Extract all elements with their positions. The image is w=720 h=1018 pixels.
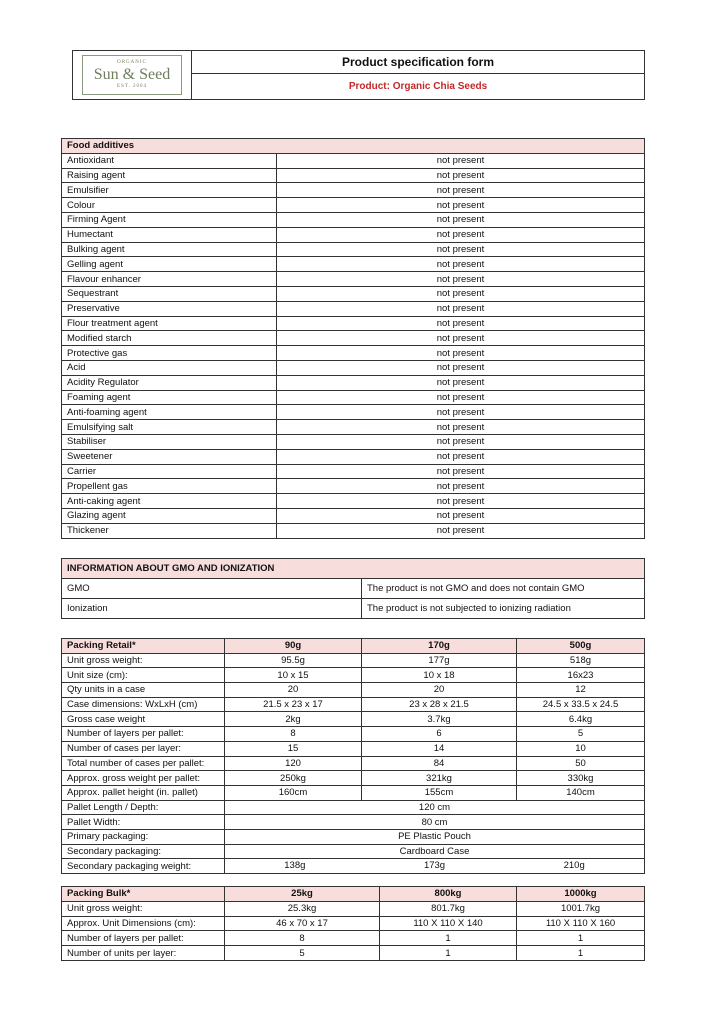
additive-row [62,301,645,316]
retail-value: 95.5g [225,653,362,668]
retail-label: Secondary packaging weight: [62,859,225,874]
bulk-label: Number of layers per pallet: [62,931,225,946]
additive-name: Flavour enhancer [62,272,277,287]
bulk-row [62,916,645,931]
retail-value: 2kg [225,712,362,727]
retail-merged-row [62,800,645,815]
gmo-row [62,579,645,599]
additive-value: not present [277,508,645,523]
retail-row [62,785,645,800]
retail-row [62,756,645,771]
additive-name: Bulking agent [62,242,277,257]
additive-row [62,286,645,301]
additive-value: not present [277,479,645,494]
additive-name: Anti-caking agent [62,494,277,509]
additive-row [62,523,645,538]
split-values-cell [225,859,645,874]
bulk-label: Unit gross weight: [62,901,225,916]
retail-value: 16x23 [517,668,645,683]
retail-label: Approx. gross weight per pallet: [62,771,225,786]
retail-value: 10 x 18 [362,668,517,683]
retail-label: Unit gross weight: [62,653,225,668]
additive-name: Stabiliser [62,434,277,449]
retail-label: Approx. pallet height (in. pallet) [62,785,225,800]
retail-value: 140cm [517,785,645,800]
retail-column-header: 500g [517,639,645,654]
packing-retail-table [61,638,645,874]
bulk-value: 1 [517,931,645,946]
additive-value: not present [277,198,645,213]
retail-value: 6 [362,727,517,742]
retail-label: Case dimensions: WxLxH (cm) [62,697,225,712]
bulk-row [62,931,645,946]
retail-value: 330kg [517,771,645,786]
packing-bulk-table [61,886,645,961]
bulk-value: 1001.7kg [517,901,645,916]
retail-merged-value: Cardboard Case [225,844,645,859]
bulk-value: 5 [225,946,380,961]
retail-value: 155cm [362,785,517,800]
additive-row [62,331,645,346]
additive-row [62,420,645,435]
additive-name: Propellent gas [62,479,277,494]
additive-row [62,272,645,287]
additive-value: not present [277,301,645,316]
retail-label: Unit size (cm): [62,668,225,683]
additive-name: Sweetener [62,449,277,464]
retail-value: 6.4kg [517,712,645,727]
gmo-header-row [62,559,645,579]
bulk-value: 25.3kg [225,901,380,916]
additive-row [62,346,645,361]
retail-value: 50 [517,756,645,771]
additive-row [62,168,645,183]
bulk-column-header: 800kg [380,887,517,902]
retail-column-header: 90g [225,639,362,654]
additive-value: not present [277,375,645,390]
additive-name: Foaming agent [62,390,277,405]
retail-value: 14 [362,741,517,756]
bulk-row [62,901,645,916]
form-title: Product specification form [192,51,644,74]
additive-name: Emulsifying salt [62,420,277,435]
bulk-value: 1 [380,946,517,961]
retail-label: Pallet Width: [62,815,225,830]
retail-value: 24.5 x 33.5 x 24.5 [517,697,645,712]
retail-row [62,712,645,727]
additive-row [62,449,645,464]
bulk-value: 8 [225,931,380,946]
additive-value: not present [277,183,645,198]
bulk-value: 110 X 110 X 160 [517,916,645,931]
retail-value: 10 [517,741,645,756]
additive-name: Sequestrant [62,286,277,301]
retail-label: Qty units in a case [62,683,225,698]
additive-row [62,316,645,331]
additive-row [62,508,645,523]
retail-value: 321kg [362,771,517,786]
product-name: Product: Organic Chia Seeds [348,81,488,92]
additive-name: Acidity Regulator [62,375,277,390]
additive-row [62,360,645,375]
retail-label: Gross case weight [62,712,225,727]
retail-merged-value: 80 cm [225,815,645,830]
additive-value: not present [277,331,645,346]
additive-value: not present [277,286,645,301]
additive-value: not present [277,168,645,183]
additive-row [62,212,645,227]
logo-main-text: Sun & Seed [93,66,171,83]
gmo-value: The product is not GMO and does not contain GMO [362,579,645,599]
retail-value: 15 [225,741,362,756]
gmo-ionization-table [61,558,645,619]
additive-value: not present [277,464,645,479]
logo-top-text: ORGANIC [117,60,147,65]
retail-merged-row [62,829,645,844]
additive-value: not present [277,272,645,287]
additive-value: not present [277,449,645,464]
additive-name: Colour [62,198,277,213]
retail-merged-value: 120 cm [225,800,645,815]
retail-row [62,741,645,756]
bulk-row [62,946,645,961]
title-cell [192,51,644,99]
gmo-heading: INFORMATION ABOUT GMO AND IONIZATION [62,559,645,579]
additive-name: Gelling agent [62,257,277,272]
retail-row [62,683,645,698]
additive-name: Emulsifier [62,183,277,198]
brand-logo [82,55,182,95]
additive-name: Carrier [62,464,277,479]
retail-label: Number of cases per layer: [62,741,225,756]
bulk-column-header: 1000kg [517,887,645,902]
retail-header-row [62,639,645,654]
additive-value: not present [277,434,645,449]
additive-row [62,375,645,390]
retail-label: Secondary packaging: [62,844,225,859]
logo-bottom-text: EST. 2004 [116,84,148,89]
retail-value: 20 [362,683,517,698]
additive-row [62,479,645,494]
retail-value: 8 [225,727,362,742]
bulk-label: Number of units per layer: [62,946,225,961]
retail-heading: Packing Retail* [62,639,225,654]
bulk-value: 801.7kg [380,901,517,916]
retail-label: Total number of cases per pallet: [62,756,225,771]
retail-value: 250kg [225,771,362,786]
additive-value: not present [277,153,645,168]
additive-value: not present [277,360,645,375]
additive-name: Modified starch [62,331,277,346]
additive-value: not present [277,212,645,227]
retail-value: 177g [362,653,517,668]
additives-header-row [62,139,645,154]
additive-name: Thickener [62,523,277,538]
retail-value: 23 x 28 x 21.5 [362,697,517,712]
retail-merged-value: PE Plastic Pouch [225,829,645,844]
additive-value: not present [277,257,645,272]
retail-row [62,668,645,683]
additive-row [62,405,645,420]
additive-name: Humectant [62,227,277,242]
additive-row [62,242,645,257]
retail-label: Pallet Length / Depth: [62,800,225,815]
bulk-value: 110 X 110 X 140 [380,916,517,931]
additive-value: not present [277,316,645,331]
additive-row [62,464,645,479]
split-value: 138g [284,860,306,872]
additives-heading: Food additives [62,139,645,154]
additive-name: Flour treatment agent [62,316,277,331]
additive-name: Antioxidant [62,153,277,168]
logo-cell [73,51,192,99]
retail-row [62,653,645,668]
retail-merged-row [62,815,645,830]
retail-column-header: 170g [362,639,517,654]
additive-row [62,494,645,509]
retail-value: 84 [362,756,517,771]
additive-row [62,434,645,449]
bulk-value: 46 x 70 x 17 [225,916,380,931]
split-value: 173g [423,860,446,872]
retail-value: 518g [517,653,645,668]
additive-value: not present [277,405,645,420]
retail-value: 12 [517,683,645,698]
retail-value: 3.7kg [362,712,517,727]
retail-value: 120 [225,756,362,771]
gmo-label: GMO [62,579,362,599]
additive-name: Preservative [62,301,277,316]
retail-row [62,727,645,742]
retail-value: 5 [517,727,645,742]
split-value: 210g [563,860,585,872]
retail-label: Number of layers per pallet: [62,727,225,742]
gmo-row [62,599,645,619]
retail-label: Primary packaging: [62,829,225,844]
bulk-column-header: 25kg [225,887,380,902]
bulk-heading: Packing Bulk* [62,887,225,902]
additive-name: Acid [62,360,277,375]
bulk-header-row [62,887,645,902]
retail-merged-row [62,844,645,859]
additive-value: not present [277,346,645,361]
additive-name: Protective gas [62,346,277,361]
bulk-value: 1 [380,931,517,946]
retail-value: 160cm [225,785,362,800]
additive-row [62,390,645,405]
additive-row [62,183,645,198]
additive-value: not present [277,420,645,435]
retail-value: 10 x 15 [225,668,362,683]
gmo-label: Ionization [62,599,362,619]
additive-name: Raising agent [62,168,277,183]
additive-name: Glazing agent [62,508,277,523]
additive-value: not present [277,523,645,538]
additive-row [62,153,645,168]
gmo-value: The product is not subjected to ionizing radiation [362,599,645,619]
retail-row [62,697,645,712]
additive-value: not present [277,242,645,257]
retail-value: 21.5 x 23 x 17 [225,697,362,712]
additive-row [62,257,645,272]
additive-value: not present [277,390,645,405]
additive-row [62,227,645,242]
bulk-label: Approx. Unit Dimensions (cm): [62,916,225,931]
retail-split-row [62,859,645,874]
additive-name: Anti-foaming agent [62,405,277,420]
retail-value: 20 [225,683,362,698]
food-additives-table [61,138,645,539]
bulk-value: 1 [517,946,645,961]
spec-header [72,50,645,100]
additive-value: not present [277,494,645,509]
additive-name: Firming Agent [62,212,277,227]
retail-row [62,771,645,786]
additive-row [62,198,645,213]
additive-value: not present [277,227,645,242]
